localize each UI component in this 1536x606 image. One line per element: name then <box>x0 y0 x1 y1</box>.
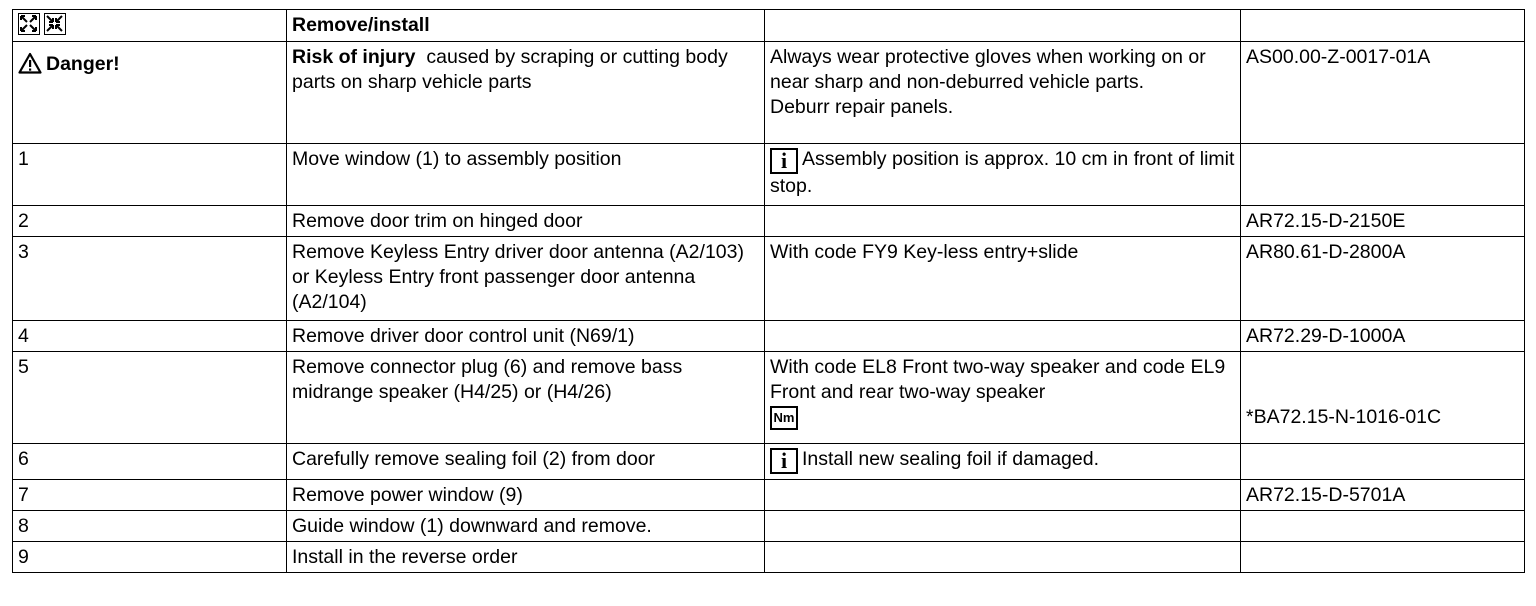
step-note <box>765 542 1241 573</box>
procedure-table <box>12 9 1525 573</box>
step-number: 8 <box>13 511 287 542</box>
header-row <box>13 10 1525 42</box>
risk-description: caused by scraping or cutting body parts on sharp vehicle parts <box>292 46 728 93</box>
step-note-cell <box>765 444 1241 480</box>
step-action: Remove connector plug (6) and remove bass midrange speaker (H4/25) or (H4/26) <box>287 352 765 444</box>
measure-deburr: Deburr repair panels. <box>770 96 954 118</box>
danger-measure-cell <box>765 42 1241 144</box>
info-icon: i <box>770 448 798 474</box>
collapse-arrows-icon[interactable] <box>44 13 66 35</box>
step-action: Carefully remove sealing foil (2) from door <box>287 444 765 480</box>
step-action: Move window (1) to assembly position <box>287 144 765 206</box>
step-action: Guide window (1) downward and remove. <box>287 511 765 542</box>
step-action: Remove power window (9) <box>287 480 765 511</box>
table-row <box>13 144 1525 206</box>
step-ref <box>1241 542 1525 573</box>
danger-ref[interactable]: AS00.00-Z-0017-01A <box>1241 42 1525 144</box>
torque-nm-icon[interactable]: Nm <box>770 406 798 430</box>
table-row <box>13 511 1525 542</box>
table-row <box>13 480 1525 511</box>
expand-arrows-icon[interactable] <box>18 13 40 35</box>
table-row <box>13 321 1525 352</box>
table-row <box>13 237 1525 321</box>
step-note <box>765 206 1241 237</box>
table-row <box>13 542 1525 573</box>
risk-title: Risk of injury <box>292 46 416 68</box>
step-action: Remove driver door control unit (N69/1) <box>287 321 765 352</box>
step-ref[interactable]: AR72.29-D-1000A <box>1241 321 1525 352</box>
step-ref[interactable]: AR72.15-D-5701A <box>1241 480 1525 511</box>
header-empty-note <box>765 10 1241 42</box>
header-title: Remove/install <box>287 10 765 42</box>
table-row <box>13 352 1525 444</box>
header-empty-ref <box>1241 10 1525 42</box>
step-note-cell <box>765 144 1241 206</box>
step-number: 1 <box>13 144 287 206</box>
step-action: Remove door trim on hinged door <box>287 206 765 237</box>
step-note: Assembly position is approx. 10 cm in front of limit stop. <box>770 148 1235 197</box>
step-note <box>765 511 1241 542</box>
danger-row <box>13 42 1525 144</box>
step-note <box>765 480 1241 511</box>
step-ref-cell <box>1241 352 1525 444</box>
step-ref[interactable]: AR72.15-D-2150E <box>1241 206 1525 237</box>
step-ref[interactable] <box>1241 144 1525 206</box>
step-number: 7 <box>13 480 287 511</box>
step-ref[interactable]: *BA72.15-N-1016-01C <box>1246 406 1442 428</box>
header-icons-cell <box>13 10 287 42</box>
danger-risk-cell <box>287 42 765 144</box>
step-note <box>765 321 1241 352</box>
info-icon: i <box>770 148 798 174</box>
step-ref[interactable]: AR80.61-D-2800A <box>1241 237 1525 321</box>
step-number: 9 <box>13 542 287 573</box>
step-ref[interactable] <box>1241 444 1525 480</box>
step-number: 2 <box>13 206 287 237</box>
step-number: 5 <box>13 352 287 444</box>
step-number: 3 <box>13 237 287 321</box>
danger-label-cell <box>13 42 287 144</box>
step-ref <box>1241 511 1525 542</box>
step-action: Install in the reverse order <box>287 542 765 573</box>
step-number: 6 <box>13 444 287 480</box>
measure-gloves: Always wear protective gloves when working on or near sharp and non-deburred vehicle parts. <box>770 46 1206 93</box>
step-note: Install new sealing foil if damaged. <box>802 448 1100 470</box>
step-number: 4 <box>13 321 287 352</box>
warning-triangle-icon <box>18 52 42 74</box>
table-row <box>13 444 1525 480</box>
step-action: Remove Keyless Entry driver door antenna (A2/103) or Keyless Entry front passenger door antenna (A2/104) <box>287 237 765 321</box>
danger-label: Danger! <box>46 53 120 75</box>
step-note: With code FY9 Key-less entry+slide <box>765 237 1241 321</box>
step-note: With code EL8 Front two-way speaker and code EL9 Front and rear two-way speaker <box>770 356 1226 403</box>
step-note-cell <box>765 352 1241 444</box>
table-row <box>13 206 1525 237</box>
